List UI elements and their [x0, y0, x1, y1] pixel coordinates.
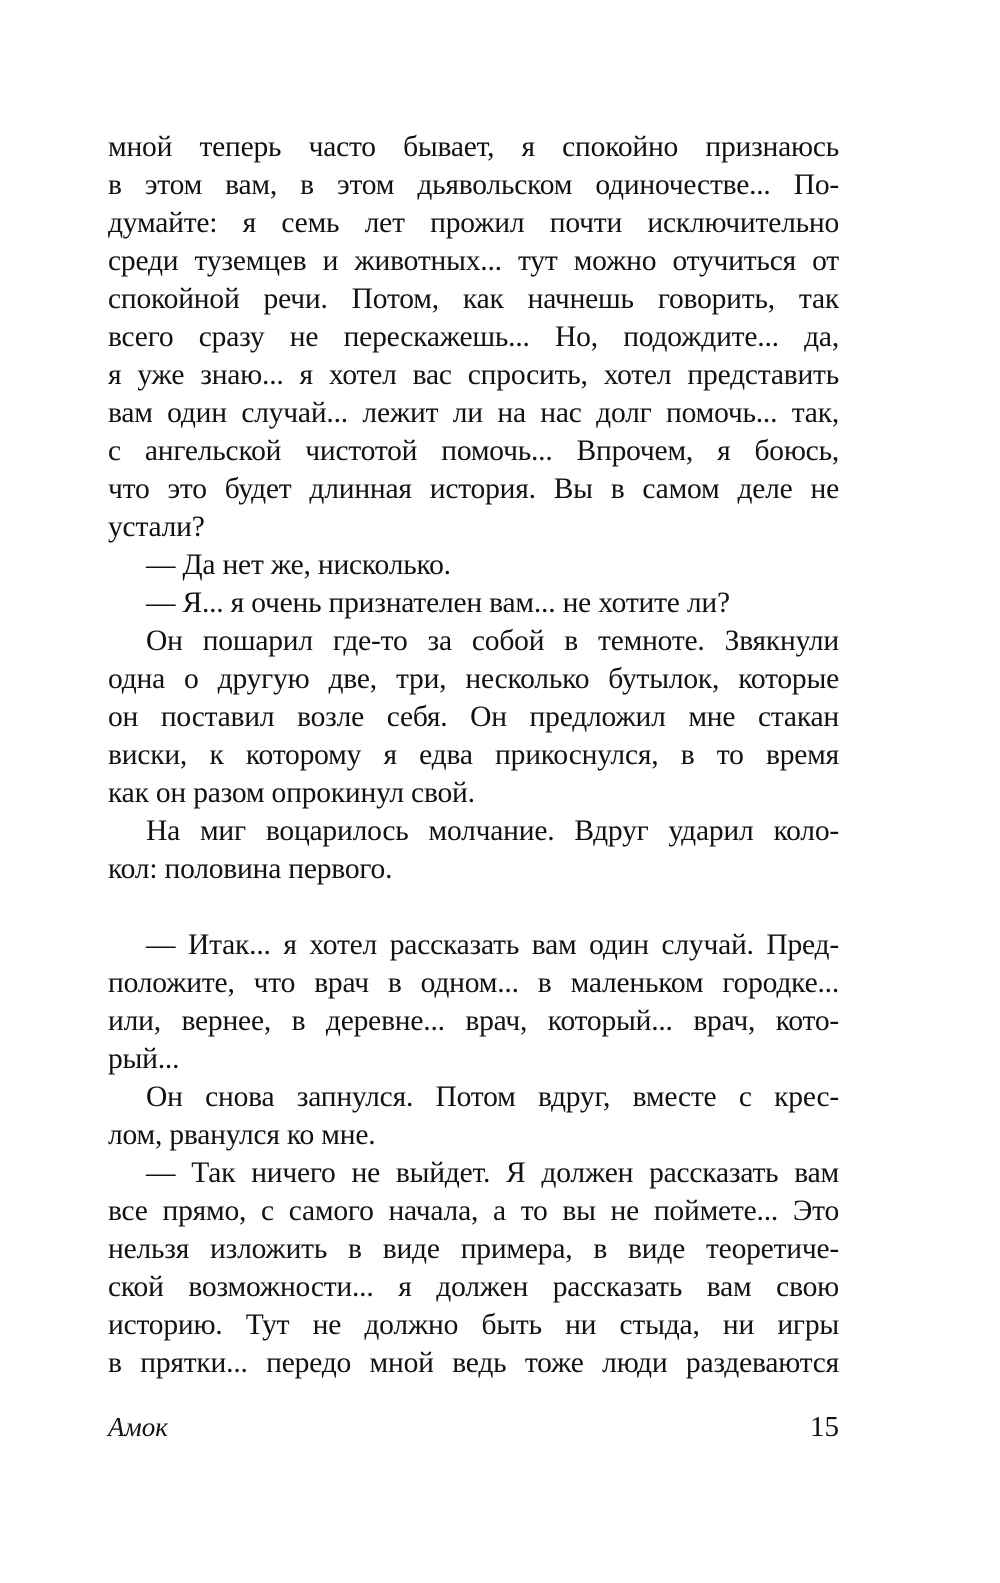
text-line: среди туземцев и животных... тут можно отучиться от — [108, 245, 839, 277]
text-line: положите, что врач в одном... в маленьком городке... — [108, 967, 839, 999]
text-line: лом, рванулся ко мне. — [108, 1119, 376, 1151]
text-line: устали? — [108, 511, 205, 543]
text-line: как он разом опрокинул свой. — [108, 777, 475, 809]
paragraph — [108, 622, 839, 812]
section-break — [108, 888, 839, 926]
text-line: — Итак... я хотел рассказать вам один случай. Пред- — [146, 929, 839, 961]
text-line: кол: половина первого. — [108, 853, 393, 885]
text-line: Он пошарил где-то за собой в темноте. Звякнули — [146, 625, 839, 657]
text-line: спокойной речи. Потом, как начнешь говорить, так — [108, 283, 839, 315]
text-line: все прямо, с самого начала, а то вы не поймете... Это — [108, 1195, 839, 1227]
text-line: всего сразу не перескажешь... Но, подождите... да, — [108, 321, 839, 353]
text-line: рый... — [108, 1043, 180, 1075]
paragraph — [108, 1154, 839, 1382]
text-line: вам один случай... лежит ли на нас долг помочь... так, — [108, 397, 839, 429]
text-line: что это будет длинная история. Вы в самом деле не — [108, 473, 839, 505]
running-title: Амок — [108, 1412, 168, 1442]
text-line: думайте: я семь лет прожил почти исключительно — [108, 207, 839, 239]
text-line: историю. Тут не должно быть ни стыда, ни игры — [108, 1309, 839, 1341]
text-line: он поставил возле себя. Он предложил мне стакан — [108, 701, 839, 733]
text-line: виски, к которому я едва прикоснулся, в то время — [108, 739, 839, 771]
text-line: На миг воцарилось молчание. Вдруг ударил коло- — [146, 815, 839, 847]
paragraph — [108, 1078, 839, 1154]
text-line: — Я... я очень признателен вам... не хотите ли? — [146, 587, 730, 619]
paragraph — [108, 812, 839, 888]
text-line: одна о другую две, три, несколько бутылок, которые — [108, 663, 839, 695]
page-footer — [108, 1410, 839, 1444]
paragraph — [108, 546, 839, 584]
text-line: нельзя изложить в виде примера, в виде теоретиче- — [108, 1233, 839, 1265]
paragraph — [108, 926, 839, 1078]
page-number: 15 — [810, 1411, 839, 1443]
paragraph — [108, 584, 839, 622]
text-line: в этом вам, в этом дьявольском одиночестве... По- — [108, 169, 839, 201]
paragraph — [108, 128, 839, 546]
text-line: ской возможности... я должен рассказать вам свою — [108, 1271, 839, 1303]
text-line: с ангельской чистотой помочь... Впрочем, я боюсь, — [108, 435, 839, 467]
text-line: — Так ничего не выйдет. Я должен рассказать вам — [146, 1157, 839, 1189]
text-block — [108, 128, 839, 1382]
text-line: в прятки... передо мной ведь тоже люди раздеваются — [108, 1347, 839, 1379]
text-line: или, вернее, в деревне... врач, который... врач, кото- — [108, 1005, 839, 1037]
text-line: — Да нет же, нисколько. — [146, 549, 451, 581]
text-line: я уже знаю... я хотел вас спросить, хотел представить — [108, 359, 839, 391]
text-line: Он снова запнулся. Потом вдруг, вместе с крес- — [146, 1081, 839, 1113]
text-line: мной теперь часто бывает, я спокойно признаюсь — [108, 131, 839, 163]
